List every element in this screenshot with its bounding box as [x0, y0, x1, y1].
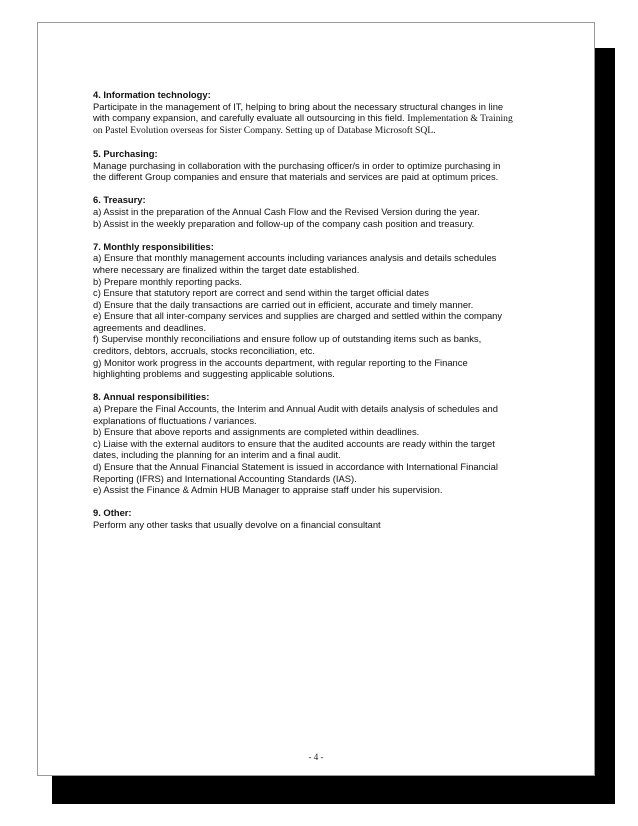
paragraph-line: where necessary are finalized within the target date established.: [93, 263, 360, 275]
paragraph-line: g) Monitor work progress in the accounts department, with regular reporting to the Finance: [93, 356, 468, 368]
paragraph-line: f) Supervise monthly reconciliations and ensure follow up of outstanding items such as banks,: [93, 333, 482, 345]
paragraph-line: a) Ensure that monthly management accounts including variances analysis and details schedules: [93, 252, 497, 264]
section-monthly-responsibilities: [93, 241, 563, 380]
section-treasury: [93, 194, 563, 229]
paragraph-line: a) Prepare the Final Accounts, the Interim and Annual Audit with details analysis of schedules and: [93, 403, 498, 415]
serif-note-text: Implementation & Training: [407, 113, 513, 125]
section-heading: 9. Other:: [93, 507, 132, 519]
paragraph-line: highlighting problems and suggesting applicable solutions.: [93, 368, 335, 380]
paragraph-text: with company expansion, and carefully evaluate all outsourcing in this field.: [93, 112, 405, 124]
paragraph-line: b) Ensure that above reports and assignments are completed within deadlines.: [93, 426, 420, 438]
paragraph-line: e) Assist the Finance & Admin HUB Manager to appraise staff under his supervision.: [93, 484, 443, 496]
paragraph-line: b) Prepare monthly reporting packs.: [93, 275, 243, 287]
paragraph-line: Manage purchasing in collaboration with the purchasing officer/s in order to optimize purchasing in: [93, 159, 501, 171]
paragraph-line: explanations of fluctuations / variances.: [93, 414, 257, 426]
section-heading: 8. Annual responsibilities:: [93, 391, 210, 403]
paragraph-line: b) Assist in the weekly preparation and follow-up of the company cash position and treasury.: [93, 217, 475, 229]
paragraph-line: d) Ensure that the daily transactions are carried out in efficient, accurate and timely manner.: [93, 298, 474, 310]
paragraph-line: dates, including the planning for an interim and a final audit.: [93, 449, 341, 461]
section-heading: 5. Purchasing:: [93, 147, 158, 159]
section-information-technology: [93, 89, 563, 136]
page-content: [93, 89, 563, 542]
paragraph-line: c) Ensure that statutory report are correct and send within the target official dates: [93, 287, 429, 299]
section-annual-responsibilities: [93, 391, 563, 495]
paragraph-line: the different Group companies and ensure that materials and services are paid at optimum prices.: [93, 171, 499, 183]
section-heading: 6. Treasury:: [93, 194, 146, 206]
paragraph-line: creditors, debtors, accruals, stocks reconciliation, etc.: [93, 345, 315, 357]
section-purchasing: [93, 148, 563, 183]
page-number: - 4 -: [308, 752, 324, 762]
paragraph-line: Reporting (IFRS) and International Accounting Standards (IAS).: [93, 472, 357, 484]
paragraph-line: [93, 112, 563, 125]
section-other: [93, 507, 563, 530]
section-heading: 7. Monthly responsibilities:: [93, 240, 214, 252]
paragraph-line: agreements and deadlines.: [93, 321, 207, 333]
paragraph-line: e) Ensure that all inter-company services and supplies are charged and settled within the company: [93, 310, 503, 322]
paragraph-line: Perform any other tasks that usually devolve on a financial consultant: [93, 518, 381, 530]
paragraph-line: c) Liaise with the external auditors to ensure that the audited accounts are ready within the target: [93, 437, 495, 449]
section-heading: 4. Information technology:: [93, 89, 211, 100]
paragraph-line: d) Ensure that the Annual Financial Statement is issued in accordance with International Financial: [93, 461, 498, 472]
paragraph-line: a) Assist in the preparation of the Annual Cash Flow and the Revised Version during the year.: [93, 205, 480, 217]
paragraph-line: Participate in the management of IT, helping to bring about the necessary structural changes in line: [93, 100, 504, 112]
serif-note-line: on Pastel Evolution overseas for Sister Company. Setting up of Database Microsoft SQL.: [93, 124, 436, 136]
document-page: [37, 22, 595, 776]
